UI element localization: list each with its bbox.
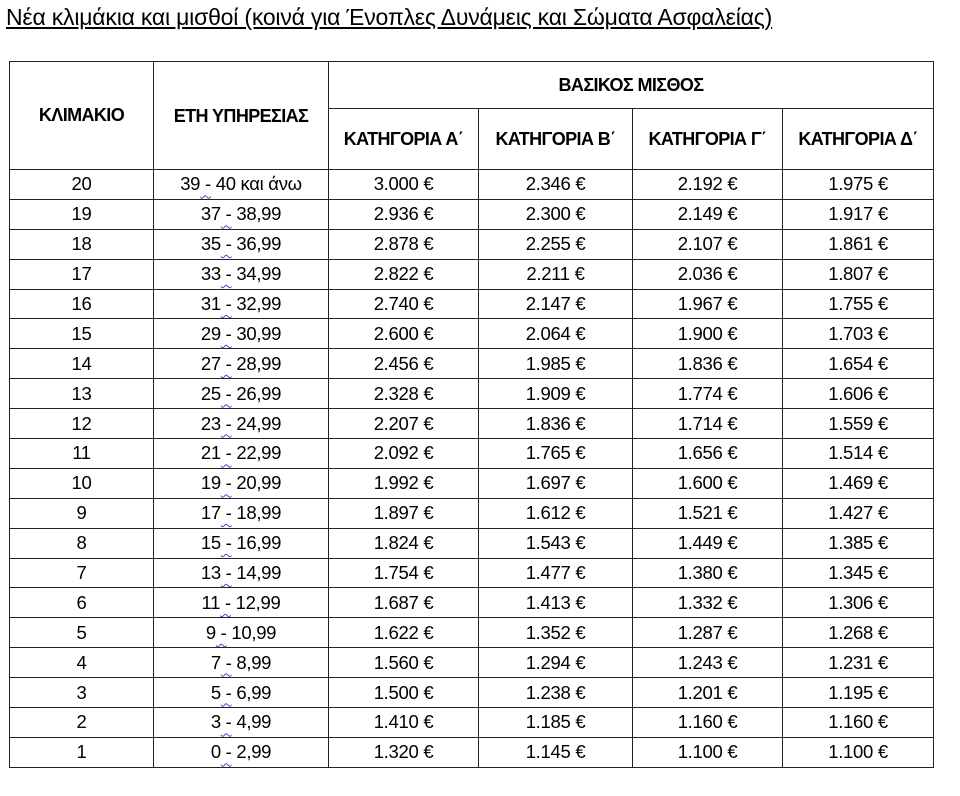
years-cell: [154, 439, 329, 469]
table-row: [10, 439, 934, 469]
grade-cell: 5: [10, 618, 154, 648]
salary-category-c: 2.107 €: [633, 229, 783, 259]
salary-category-b: 1.185 €: [479, 708, 633, 738]
salary-category-b: 1.543 €: [479, 528, 633, 558]
salary-category-a: 2.878 €: [329, 229, 479, 259]
salary-category-c: 1.243 €: [633, 648, 783, 678]
table-row: [10, 170, 934, 200]
years-from: 39: [180, 173, 201, 195]
years-from: 23: [200, 412, 221, 434]
years-to: 24,99: [236, 412, 282, 434]
salary-category-d: 1.975 €: [783, 170, 934, 200]
salary-category-d: 1.469 €: [783, 468, 934, 498]
salary-category-d: 1.268 €: [783, 618, 934, 648]
salary-category-d: 1.306 €: [783, 588, 934, 618]
years-to: 6,99: [236, 681, 272, 703]
years-to: 2,99: [236, 741, 272, 763]
salary-category-c: 1.449 €: [633, 528, 783, 558]
years-from: 27: [200, 352, 221, 374]
salary-category-b: 2.147 €: [479, 289, 633, 319]
range-dash: -: [200, 173, 211, 195]
salary-category-a: 2.092 €: [329, 439, 479, 469]
years-cell: [154, 678, 329, 708]
years-cell: [154, 409, 329, 439]
years-cell: [154, 588, 329, 618]
range-dash: -: [220, 233, 232, 255]
range-dash: -: [220, 562, 232, 584]
range-dash: -: [220, 472, 232, 494]
grade-cell: 16: [10, 289, 154, 319]
header-category-b: ΚΑΤΗΓΟΡΙΑ Β΄: [479, 109, 633, 170]
salary-category-c: 1.160 €: [633, 708, 783, 738]
years-from: 29: [200, 322, 221, 344]
salary-category-b: 2.211 €: [479, 259, 633, 289]
salary-category-b: 1.697 €: [479, 468, 633, 498]
header-base-salary: ΒΑΣΙΚΟΣ ΜΙΣΘΟΣ: [329, 62, 934, 109]
range-dash: -: [220, 681, 232, 703]
grade-cell: 4: [10, 648, 154, 678]
salary-category-c: 1.900 €: [633, 319, 783, 349]
salary-category-b: 2.255 €: [479, 229, 633, 259]
salary-category-a: 2.822 €: [329, 259, 479, 289]
grade-cell: 6: [10, 588, 154, 618]
salary-category-c: 1.332 €: [633, 588, 783, 618]
years-cell: [154, 199, 329, 229]
header-category-d: ΚΑΤΗΓΟΡΙΑ Δ΄: [783, 109, 934, 170]
table-row: [10, 678, 934, 708]
years-to: 4,99: [236, 711, 272, 733]
years-to: 30,99: [236, 322, 282, 344]
range-dash: -: [220, 203, 232, 225]
range-dash: -: [220, 322, 232, 344]
grade-cell: 7: [10, 558, 154, 588]
years-from: 0: [210, 741, 221, 763]
table-row: [10, 498, 934, 528]
salary-category-b: 1.985 €: [479, 349, 633, 379]
table-row: [10, 259, 934, 289]
years-from: 7: [210, 651, 221, 673]
table-row: [10, 289, 934, 319]
years-to: 38,99: [236, 203, 282, 225]
salary-category-d: 1.861 €: [783, 229, 934, 259]
years-cell: [154, 349, 329, 379]
salary-category-a: 2.207 €: [329, 409, 479, 439]
grade-cell: 1: [10, 737, 154, 767]
salary-category-b: 1.612 €: [479, 498, 633, 528]
grade-cell: 14: [10, 349, 154, 379]
range-dash: -: [220, 382, 232, 404]
table-row: [10, 708, 934, 738]
salary-category-a: 2.936 €: [329, 199, 479, 229]
table-row: [10, 558, 934, 588]
range-dash: -: [215, 621, 227, 643]
salary-category-d: 1.514 €: [783, 439, 934, 469]
grade-cell: 3: [10, 678, 154, 708]
years-from: 35: [200, 233, 221, 255]
salary-category-a: 2.600 €: [329, 319, 479, 349]
grade-cell: 9: [10, 498, 154, 528]
years-cell: [154, 648, 329, 678]
range-dash: -: [220, 741, 232, 763]
years-cell: [154, 259, 329, 289]
salary-category-b: 1.145 €: [479, 737, 633, 767]
salary-category-d: 1.807 €: [783, 259, 934, 289]
salary-category-d: 1.703 €: [783, 319, 934, 349]
table-row: [10, 618, 934, 648]
years-to: 28,99: [236, 352, 282, 374]
salary-category-d: 1.385 €: [783, 528, 934, 558]
salary-category-c: 1.656 €: [633, 439, 783, 469]
salary-category-d: 1.231 €: [783, 648, 934, 678]
salary-category-a: 1.824 €: [329, 528, 479, 558]
years-cell: [154, 498, 329, 528]
years-cell: [154, 618, 329, 648]
grade-cell: 17: [10, 259, 154, 289]
salary-category-b: 1.294 €: [479, 648, 633, 678]
years-from: 15: [200, 532, 221, 554]
grade-cell: 12: [10, 409, 154, 439]
years-to: 10,99: [231, 621, 277, 643]
salary-category-c: 1.380 €: [633, 558, 783, 588]
table-row: [10, 379, 934, 409]
salary-table: [9, 61, 934, 768]
salary-category-d: 1.100 €: [783, 737, 934, 767]
salary-category-c: 1.600 €: [633, 468, 783, 498]
years-to: 16,99: [236, 532, 282, 554]
grade-cell: 15: [10, 319, 154, 349]
salary-category-b: 2.346 €: [479, 170, 633, 200]
salary-category-b: 2.064 €: [479, 319, 633, 349]
salary-category-c: 2.192 €: [633, 170, 783, 200]
salary-category-d: 1.345 €: [783, 558, 934, 588]
range-dash: -: [220, 591, 231, 613]
salary-category-c: 2.036 €: [633, 259, 783, 289]
salary-category-a: 3.000 €: [329, 170, 479, 200]
salary-category-d: 1.559 €: [783, 409, 934, 439]
range-dash: -: [220, 412, 232, 434]
grade-cell: 20: [10, 170, 154, 200]
salary-category-b: 1.238 €: [479, 678, 633, 708]
salary-category-b: 2.300 €: [479, 199, 633, 229]
salary-category-b: 1.765 €: [479, 439, 633, 469]
years-to: 22,99: [236, 442, 282, 464]
salary-category-c: 1.521 €: [633, 498, 783, 528]
years-from: 19: [200, 472, 221, 494]
years-from: 17: [200, 502, 221, 524]
table-row: [10, 648, 934, 678]
range-dash: -: [220, 442, 232, 464]
years-from: 3: [210, 711, 221, 733]
years-from: 25: [200, 382, 221, 404]
table-row: [10, 588, 934, 618]
table-row: [10, 468, 934, 498]
salary-category-c: 1.774 €: [633, 379, 783, 409]
header-grade: ΚΛΙΜΑΚΙΟ: [10, 62, 154, 170]
salary-category-b: 1.477 €: [479, 558, 633, 588]
table-row: [10, 349, 934, 379]
salary-category-a: 1.622 €: [329, 618, 479, 648]
grade-cell: 11: [10, 439, 154, 469]
table-body: [10, 170, 934, 768]
salary-category-a: 1.754 €: [329, 558, 479, 588]
years-to: 32,99: [236, 293, 282, 314]
salary-category-a: 1.687 €: [329, 588, 479, 618]
salary-category-a: 1.897 €: [329, 498, 479, 528]
table-row: [10, 409, 934, 439]
grade-cell: 13: [10, 379, 154, 409]
table-row: [10, 199, 934, 229]
salary-category-d: 1.195 €: [783, 678, 934, 708]
years-to: 40 και άνω: [215, 173, 302, 195]
table-row: [10, 319, 934, 349]
years-cell: [154, 170, 329, 200]
years-from: 37: [200, 203, 221, 225]
years-from: 33: [200, 263, 221, 285]
range-dash: -: [220, 293, 232, 314]
years-cell: [154, 468, 329, 498]
years-from: 31: [200, 293, 221, 314]
years-cell: [154, 737, 329, 767]
years-cell: [154, 319, 329, 349]
years-to: 20,99: [236, 472, 282, 494]
salary-category-c: 1.201 €: [633, 678, 783, 708]
years-cell: [154, 289, 329, 319]
salary-category-c: 1.100 €: [633, 737, 783, 767]
header-years: ΕΤΗ ΥΠΗΡΕΣΙΑΣ: [154, 62, 329, 170]
years-from: 11: [201, 591, 221, 613]
salary-category-d: 1.917 €: [783, 199, 934, 229]
salary-category-c: 1.714 €: [633, 409, 783, 439]
grade-cell: 19: [10, 199, 154, 229]
range-dash: -: [220, 502, 232, 524]
salary-category-c: 1.287 €: [633, 618, 783, 648]
years-cell: [154, 528, 329, 558]
range-dash: -: [220, 711, 232, 733]
salary-category-b: 1.413 €: [479, 588, 633, 618]
salary-category-a: 1.320 €: [329, 737, 479, 767]
salary-category-a: 2.740 €: [329, 289, 479, 319]
salary-category-c: 2.149 €: [633, 199, 783, 229]
salary-category-d: 1.654 €: [783, 349, 934, 379]
salary-category-a: 1.992 €: [329, 468, 479, 498]
salary-category-c: 1.967 €: [633, 289, 783, 319]
salary-category-a: 1.560 €: [329, 648, 479, 678]
range-dash: -: [220, 352, 232, 374]
header-category-c: ΚΑΤΗΓΟΡΙΑ Γ΄: [633, 109, 783, 170]
range-dash: -: [220, 532, 232, 554]
grade-cell: 10: [10, 468, 154, 498]
years-to: 8,99: [236, 651, 272, 673]
years-to: 18,99: [236, 502, 282, 524]
years-to: 14,99: [236, 562, 282, 584]
document-title: Νέα κλιμάκια και μισθοί (κοινά για Ένοπλες Δυνάμεις και Σώματα Ασφαλείας): [6, 4, 773, 30]
salary-category-a: 1.410 €: [329, 708, 479, 738]
salary-category-d: 1.160 €: [783, 708, 934, 738]
table-row: [10, 737, 934, 767]
salary-category-a: 2.456 €: [329, 349, 479, 379]
years-cell: [154, 379, 329, 409]
salary-category-c: 1.836 €: [633, 349, 783, 379]
range-dash: -: [220, 651, 232, 673]
salary-category-a: 2.328 €: [329, 379, 479, 409]
years-cell: [154, 558, 329, 588]
salary-category-d: 1.606 €: [783, 379, 934, 409]
salary-category-d: 1.427 €: [783, 498, 934, 528]
years-from: 5: [210, 681, 221, 703]
years-from: 21: [200, 442, 221, 464]
salary-category-d: 1.755 €: [783, 289, 934, 319]
grade-cell: 8: [10, 528, 154, 558]
years-cell: [154, 229, 329, 259]
range-dash: -: [220, 263, 232, 285]
salary-category-b: 1.836 €: [479, 409, 633, 439]
header-category-a: ΚΑΤΗΓΟΡΙΑ Α΄: [329, 109, 479, 170]
years-from: 13: [200, 562, 221, 584]
table-row: [10, 528, 934, 558]
years-to: 12,99: [235, 591, 281, 613]
grade-cell: 18: [10, 229, 154, 259]
table-row: [10, 229, 934, 259]
years-to: 26,99: [236, 382, 282, 404]
salary-category-b: 1.352 €: [479, 618, 633, 648]
years-to: 36,99: [236, 233, 282, 255]
grade-cell: 2: [10, 708, 154, 738]
years-from: 9: [205, 621, 216, 643]
years-cell: [154, 708, 329, 738]
salary-category-a: 1.500 €: [329, 678, 479, 708]
years-to: 34,99: [236, 263, 282, 285]
salary-category-b: 1.909 €: [479, 379, 633, 409]
